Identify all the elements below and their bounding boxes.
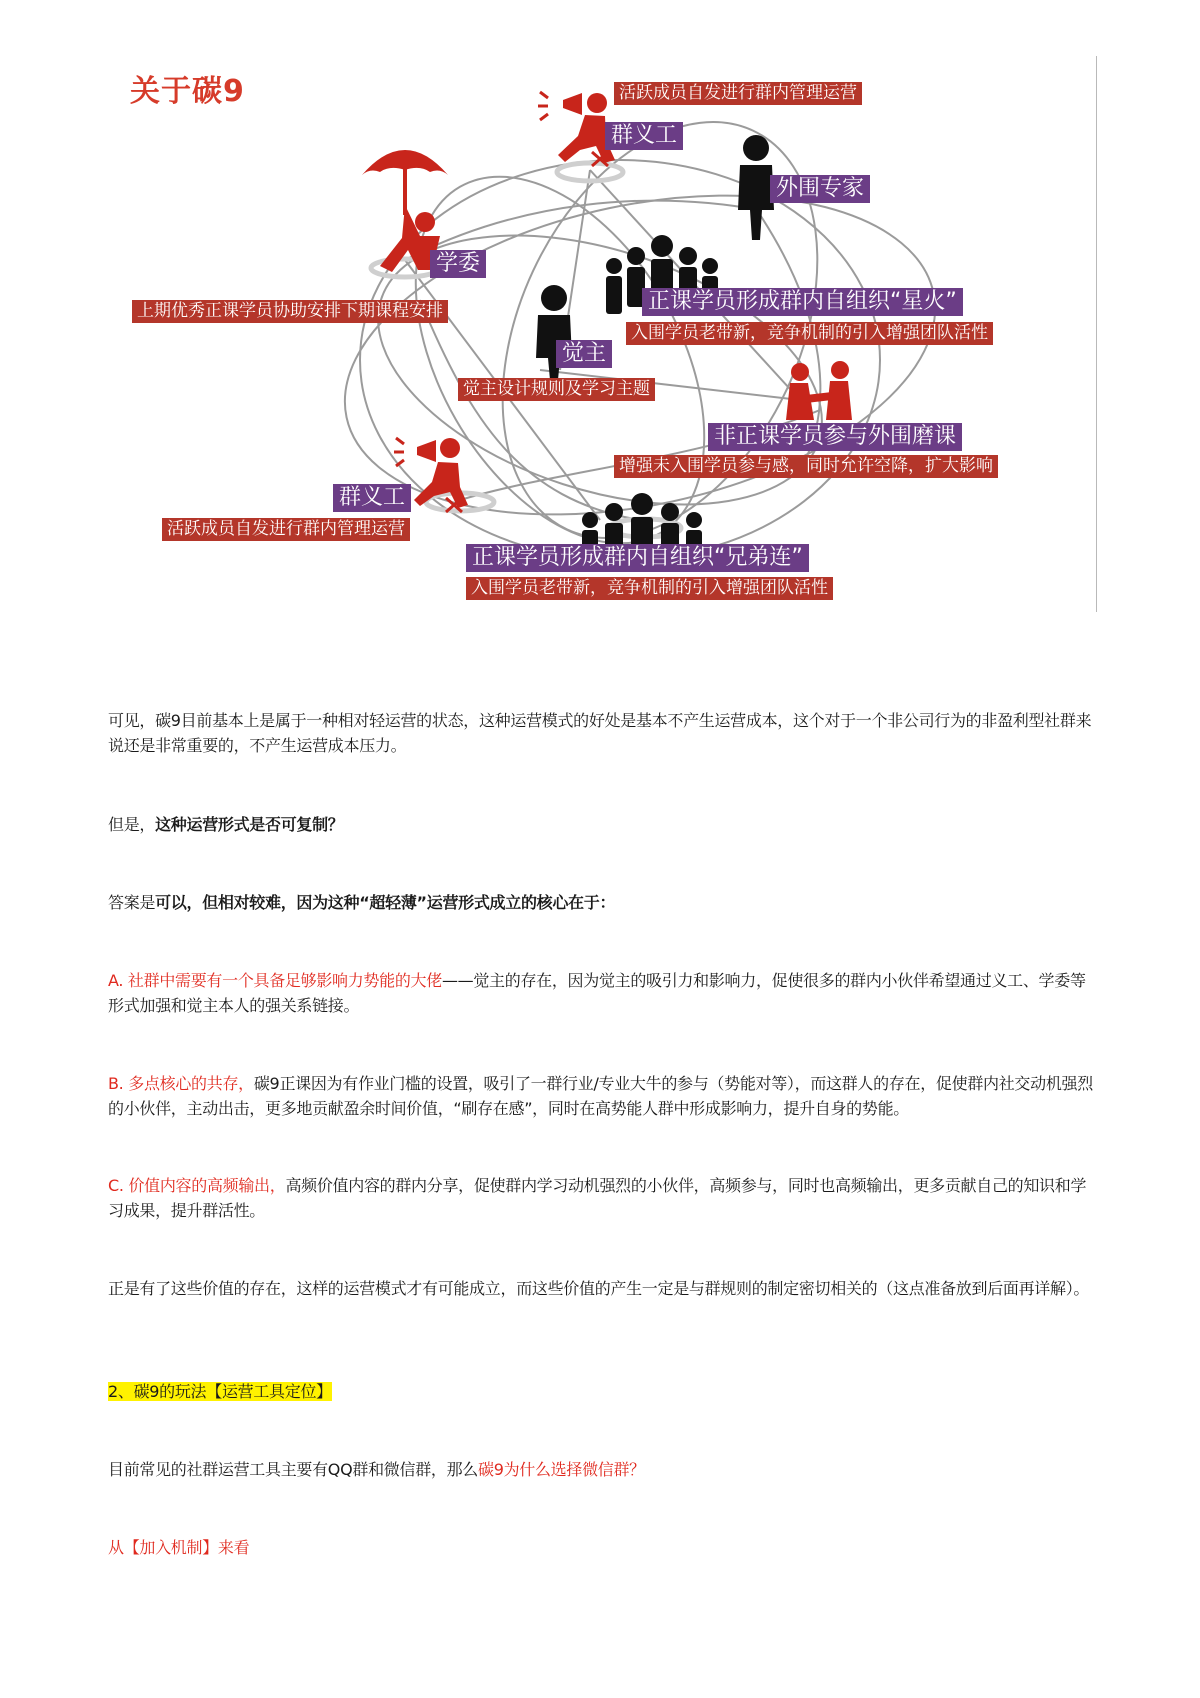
paragraph-conclusion: 正是有了这些价值的存在，这样的运营模式才有可能成立，而这些价值的产生一定是与群规则的制定密切相关的（这点准备放到后面再详解）。	[108, 1279, 1090, 1298]
paragraph-point-c: C. 价值内容的高频输出，高频价值内容的群内分享，促使群内学习动机强烈的小伙伴，高频参与，同时也高频输出，更多贡献自己的知识和学习成果，提升群活性。	[108, 1176, 1087, 1220]
volunteer-top-desc: 活跃成员自发进行群内管理运营	[614, 82, 862, 105]
formal-spark-desc: 入围学员老带新，竞争机制的引入增强团队活性	[626, 322, 993, 345]
committee-label: 学委	[430, 250, 486, 278]
informal-desc: 增强未入围学员参与感，同时允许空降，扩大影响	[614, 455, 998, 478]
owner-desc: 觉主设计规则及学习主题	[458, 378, 655, 401]
volunteer-top-label: 群义工	[605, 122, 683, 150]
informal-label: 非正课学员参与外围磨课	[708, 423, 962, 451]
paragraph-point-a: A. 社群中需要有一个具备足够影响力势能的大佬——觉主的存在，因为觉主的吸引力和影响力，促使很多的群内小伙伴希望通过义工、学委等形式加强和觉主本人的强关系链接。	[108, 971, 1086, 1015]
formal-brothers-desc: 入围学员老带新，竞争机制的引入增强团队活性	[466, 577, 833, 600]
paragraph-point-b: B. 多点核心的共存，碳9正课因为有作业门槛的设置，吸引了一群行业/专业大牛的参与（势能对等），而这群人的存在，促使群内社交动机强烈的小伙伴，主动出击，更多地贡献盈余时间价值，“刷存在感”，同时在高势能人群中形成影响力，提升自身的势能。	[108, 1074, 1093, 1118]
figure-title: 关于碳9	[130, 74, 245, 109]
formal-brothers-label: 正课学员形成群内自组织“兄弟连”	[466, 544, 809, 572]
committee-desc: 上期优秀正课学员协助安排下期课程安排	[132, 300, 448, 323]
paragraph-tools: 目前常见的社群运营工具主要有QQ群和微信群，那么碳9为什么选择微信群？	[108, 1460, 645, 1479]
formal-spark-label: 正课学员形成群内自组织“星火”	[642, 288, 963, 316]
volunteer-bottom-label: 群义工	[333, 484, 411, 512]
volunteer-bottom-desc: 活跃成员自发进行群内管理运营	[162, 518, 410, 541]
paragraph-question: 但是，这种运营形式是否可复制？	[108, 815, 344, 834]
owner-label: 觉主	[556, 340, 612, 368]
paragraph-join-mechanism: 从【加入机制】来看	[108, 1538, 250, 1557]
figure-about-tan9	[0, 0, 1200, 640]
expert-label: 外围专家	[770, 175, 870, 203]
paragraph-intro: 可见，碳9目前基本上是属于一种相对轻运营的状态，这种运营模式的好处是基本不产生运营成本，这个对于一个非公司行为的非盈利型社群来说还是非常重要的，不产生运营成本压力。	[108, 711, 1092, 755]
paragraph-answer: 答案是可以，但相对较难，因为这种“超轻薄”运营形式成立的核心在于：	[108, 893, 616, 912]
megaphone-person-icon	[538, 92, 615, 166]
section-heading: 2、碳9的玩法【运营工具定位】	[108, 1382, 332, 1401]
person-icon	[738, 135, 774, 240]
